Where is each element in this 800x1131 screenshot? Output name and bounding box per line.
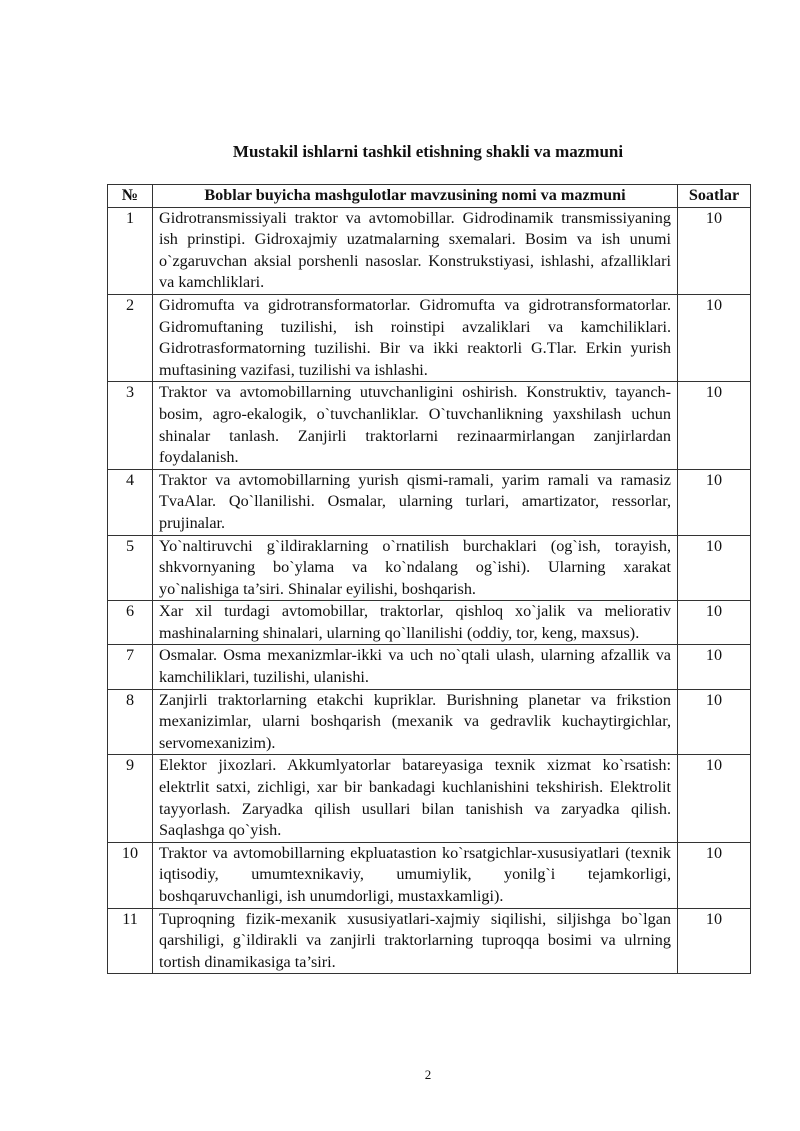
column-header-number: № (108, 185, 153, 208)
row-hours: 10 (678, 908, 751, 974)
row-topic: Tuproqning fizik-mexanik xususiyatlari-xajmiy siqilishi, siljishga bo`lgan qarshiligi, g`ildirakli va zanjirli traktorlarning tuproqqa bosimi va ulrning tortish dinamikasiga ta’siri. (153, 908, 678, 974)
row-number: 11 (108, 908, 153, 974)
table-row (108, 469, 751, 535)
row-topic: Osmalar. Osma mexanizmlar-ikki va uch no`qtali ulash, ularning afzallik va kamchiliklari, tuzilishi, ulanishi. (153, 645, 678, 689)
table-row (108, 382, 751, 469)
row-topic: Traktor va avtomobillarning yurish qismi-ramali, yarim ramali va ramasiz TvaAlar. Qo`llanilishi. Osmalar, ularning turlari, amartizator, ressorlar, prujinalar. (153, 469, 678, 535)
row-number: 6 (108, 601, 153, 645)
row-number: 7 (108, 645, 153, 689)
row-hours: 10 (678, 535, 751, 601)
table-row (108, 755, 751, 842)
column-header-hours: Soatlar (678, 185, 751, 208)
table-row (108, 294, 751, 381)
row-hours: 10 (678, 755, 751, 842)
row-topic: Gidrotransmissiyali traktor va avtomobillar. Gidrodinamik transmissiyaning ish prinstipi. Gidroxajmiy uzatmalarning sxemalari. Bosim va ish unumi o`zgaruvchan aksial porshenli nasoslar. Konstrukstiyasi, ishlashi, afzalliklari va kamchliklari. (153, 207, 678, 294)
page-number: 2 (424, 1067, 432, 1082)
table-row (108, 689, 751, 755)
table-row (108, 842, 751, 908)
row-number: 2 (108, 294, 153, 381)
row-number: 10 (108, 842, 153, 908)
table-row (108, 601, 751, 645)
row-topic: Zanjirli traktorlarning etakchi kupriklar. Burishning planetar va frikstion mexanizimlar, ularni boshqarish (mexanik va gedravlik kuchaytirgichlar, servomexanizim). (153, 689, 678, 755)
row-hours: 10 (678, 294, 751, 381)
row-topic: Yo`naltiruvchi g`ildiraklarning o`rnatilish burchaklari (og`ish, torayish, shkvornyaning bo`ylama va ko`ndalang og`ishi). Ularning xarakat yo`nalishiga ta’siri. Shinalar eyilishi, boshqarish. (153, 535, 678, 601)
row-topic: Traktor va avtomobillarning utuvchanligini oshirish. Konstruktiv, tayanch-bosim, agro-ekalogik, o`tuvchanliklar. O`tuvchanlikning yaxshilash uchun shinalar tanlash. Zanjirli traktorlarni rezinaarmirlangan zanjirlardan foydalanish. (153, 382, 678, 469)
table-row (108, 908, 751, 974)
topics-table (107, 184, 751, 974)
row-number: 5 (108, 535, 153, 601)
row-hours: 10 (678, 469, 751, 535)
table-header-row (108, 185, 751, 208)
table-row (108, 645, 751, 689)
row-number: 8 (108, 689, 153, 755)
document-title: Mustakil ishlarni tashkil etishning shakli va mazmuni (232, 142, 624, 161)
row-hours: 10 (678, 645, 751, 689)
row-hours: 10 (678, 689, 751, 755)
table-row (108, 207, 751, 294)
row-hours: 10 (678, 382, 751, 469)
row-topic: Elektor jixozlari. Akkumlyatorlar batareyasiga texnik xizmat ko`rsatish: elektrlit satxi, zichligi, xar bir bankadagi kuchlanishini tekshirish. Elektrolit tayyorlash. Zaryadka qilish usullari bilan tanishish va zaryadka qilish. Saqlashga qo`yish. (153, 755, 678, 842)
row-hours: 10 (678, 207, 751, 294)
row-hours: 10 (678, 842, 751, 908)
row-topic: Xar xil turdagi avtomobillar, traktorlar, qishloq xo`jalik va meliorativ mashinalarning shinalari, ularning qo`llanilishi (oddiy, tor, keng, maxsus). (153, 601, 678, 645)
row-number: 1 (108, 207, 153, 294)
row-number: 4 (108, 469, 153, 535)
table-row (108, 535, 751, 601)
row-topic: Gidromufta va gidrotransformatorlar. Gidromufta va gidrotransformatorlar. Gidromuftaning tuzilishi, ish roinstipi avzaliklari va kamchiliklari. Gidrotrasformatorning tuzilishi. Bir va ikki reaktorli G.Tlar. Erkin yurish muftasining vazifasi, tuzilishi va ishlashi. (153, 294, 678, 381)
row-number: 3 (108, 382, 153, 469)
column-header-topic: Boblar buyicha mashgulotlar mavzusining nomi va mazmuni (153, 185, 678, 208)
row-number: 9 (108, 755, 153, 842)
row-hours: 10 (678, 601, 751, 645)
row-topic: Traktor va avtomobillarning ekpluatastion ko`rsatgichlar-xususiyatlari (texnik iqtisodiy, umumtexnikaviy, umumiylik, yonilg`i tejamkorligi, boshqaruvchanligi, ish unumdorligi, mustaxkamligi). (153, 842, 678, 908)
